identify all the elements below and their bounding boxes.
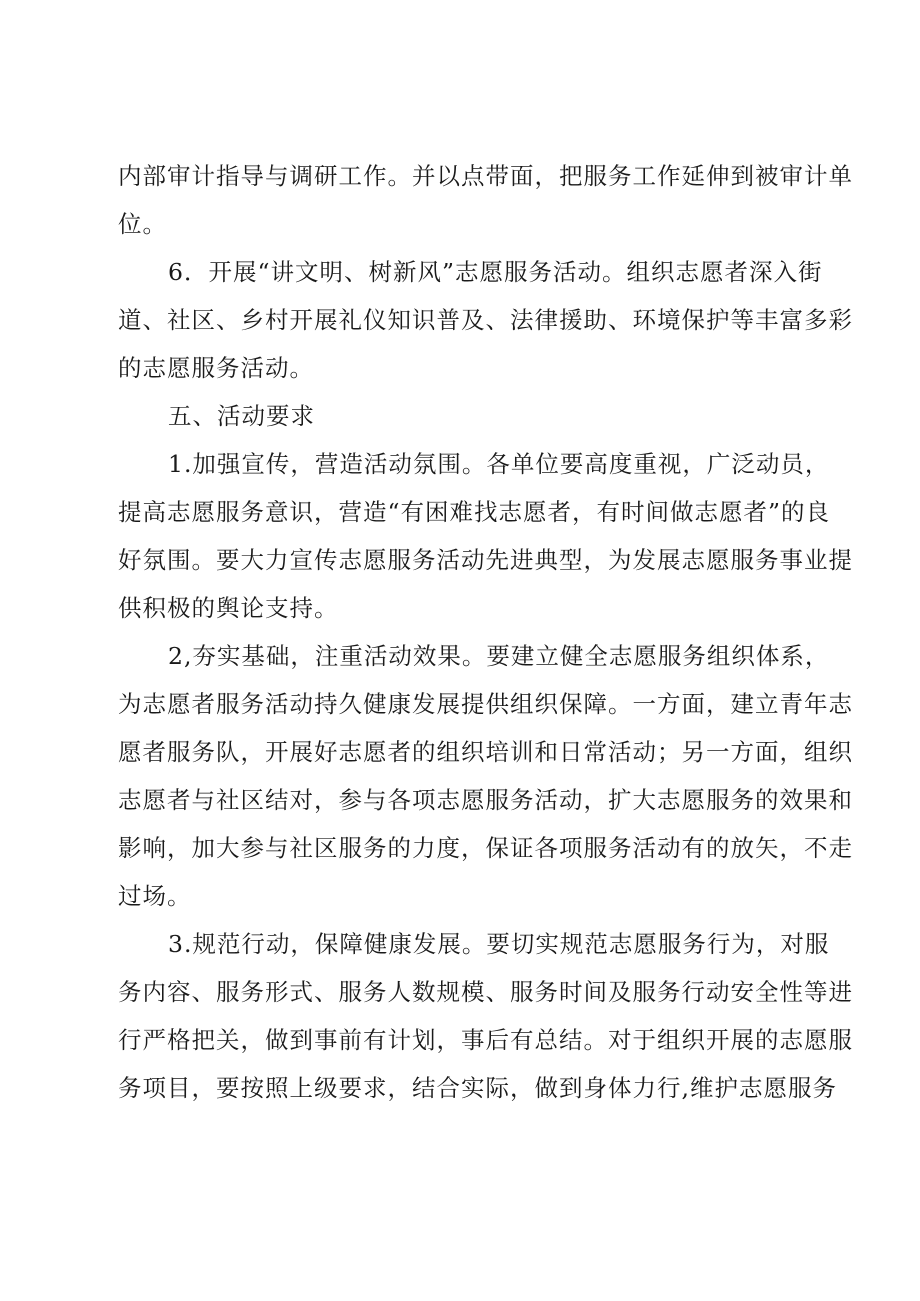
text-line: 位。 [118, 210, 167, 238]
text-line: 务项目，要按照上级要求，结合实际，做到身体力行,维护志愿服务 [118, 1074, 837, 1102]
text-line: 过场。 [118, 882, 192, 910]
text-line: 提高志愿服务意识，营造“有困难找志愿者，有时间做志愿者”的良 [118, 498, 831, 526]
text-line: 好氛围。要大力宣传志愿服务活动先进典型，为发展志愿服务事业提 [118, 546, 853, 574]
text-line: 愿者服务队，开展好志愿者的组织培训和日常活动；另一方面，组织 [118, 738, 853, 766]
text-line: 务内容、服务形式、服务人数规模、服务时间及服务行动安全性等进 [118, 978, 853, 1006]
text-line: 6．开展“讲文明、树新风”志愿服务活动。组织志愿者深入街 [168, 258, 823, 286]
text-line: 供积极的舆论支持。 [118, 594, 339, 622]
text-line: 的志愿服务活动。 [118, 354, 314, 382]
text-line: 3.规范行动，保障健康发展。要切实规范志愿服务行为，对服 [168, 930, 830, 958]
text-line: 1.加强宣传，营造活动氛围。各单位要高度重视，广泛动员， [168, 450, 830, 478]
text-line: 影响，加大参与社区服务的力度，保证各项服务活动有的放矢，不走 [118, 834, 853, 862]
text-line: 2,夯实基础，注重活动效果。要建立健全志愿服务组织体系， [168, 642, 830, 670]
document-body [118, 152, 853, 1112]
text-line: 志愿者与社区结对，参与各项志愿服务活动，扩大志愿服务的效果和 [118, 786, 853, 814]
text-line: 道、社区、乡村开展礼仪知识普及、法律援助、环境保护等丰富多彩 [118, 306, 853, 334]
text-line: 为志愿者服务活动持久健康发展提供组织保障。一方面，建立青年志 [118, 690, 853, 718]
text-line: 行严格把关，做到事前有计划，事后有总结。对于组织开展的志愿服 [118, 1026, 853, 1054]
text-line: 五、活动要求 [168, 402, 315, 430]
text-line: 内部审计指导与调研工作。并以点带面，把服务工作延伸到被审计单 [118, 162, 853, 190]
